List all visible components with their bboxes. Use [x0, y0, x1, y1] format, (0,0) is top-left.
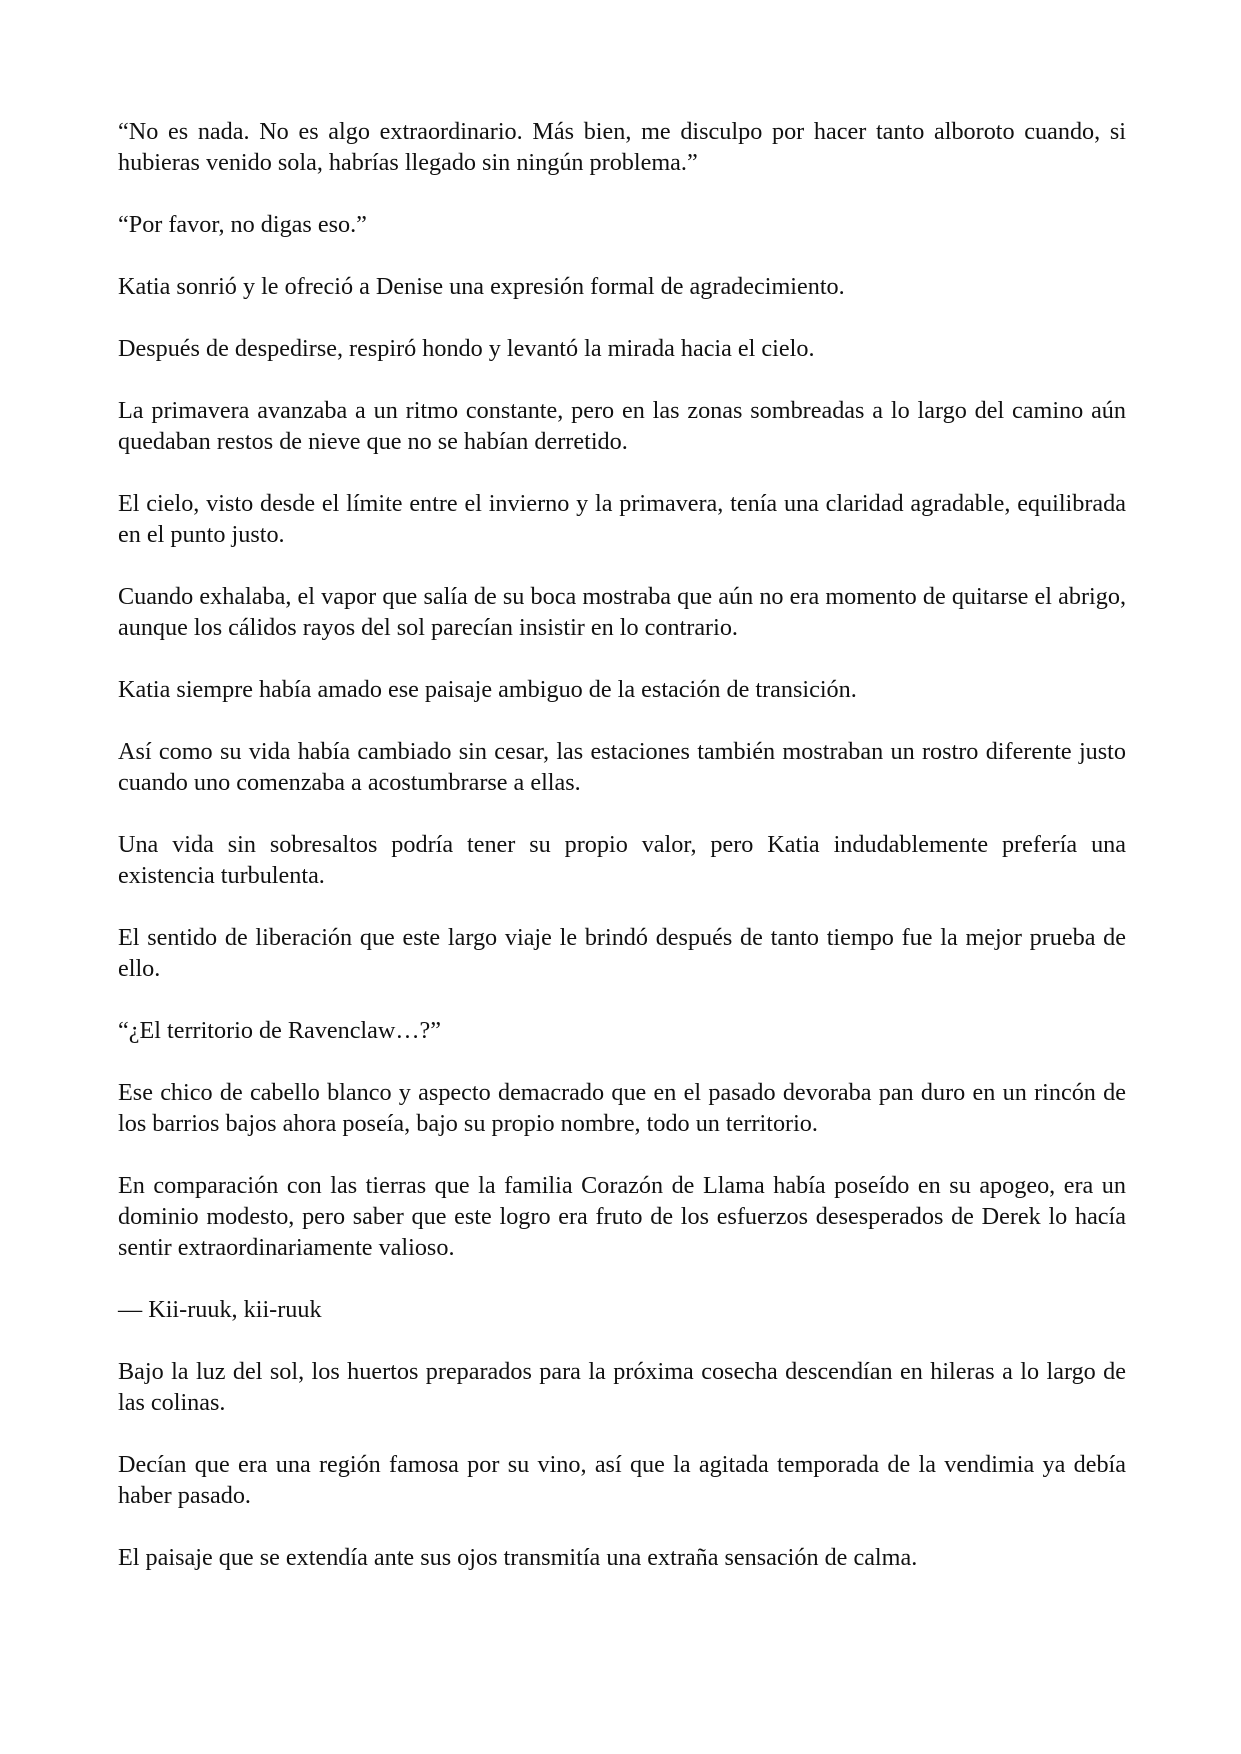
paragraph: La primavera avanzaba a un ritmo constante, pero en las zonas sombreadas a lo largo del camino aún quedaban restos de nieve que no se habían derretido.: [118, 397, 1126, 455]
paragraph: “¿El territorio de Ravenclaw…?”: [118, 1017, 442, 1044]
paragraph: Bajo la luz del sol, los huertos preparados para la próxima cosecha descendían en hileras a lo largo de las colinas.: [118, 1358, 1126, 1416]
paragraph: Después de despedirse, respiró hondo y levantó la mirada hacia el cielo.: [118, 335, 815, 362]
paragraph: Katia sonrió y le ofreció a Denise una expresión formal de agradecimiento.: [118, 273, 845, 300]
paragraph: Ese chico de cabello blanco y aspecto demacrado que en el pasado devoraba pan duro en un rincón de los barrios bajos ahora poseía, bajo su propio nombre, todo un territorio.: [118, 1079, 1126, 1137]
paragraph: Una vida sin sobresaltos podría tener su propio valor, pero Katia indudablemente prefería una existencia turbulenta.: [118, 831, 1126, 889]
paragraph: El paisaje que se extendía ante sus ojos transmitía una extraña sensación de calma.: [118, 1544, 918, 1571]
paragraph: “No es nada. No es algo extraordinario. Más bien, me disculpo por hacer tanto alboroto cuando, si hubieras venido sola, habrías llegado sin ningún problema.”: [118, 118, 1126, 176]
paragraph: Cuando exhalaba, el vapor que salía de su boca mostraba que aún no era momento de quitarse el abrigo, aunque los cálidos rayos del sol parecían insistir en lo contrario.: [118, 583, 1126, 641]
document-page: [118, 116, 1126, 1604]
paragraph: Así como su vida había cambiado sin cesar, las estaciones también mostraban un rostro diferente justo cuando uno comenzaba a acostumbrarse a ellas.: [118, 738, 1126, 796]
paragraph: — Kii-ruuk, kii-ruuk: [118, 1296, 322, 1323]
paragraph: “Por favor, no digas eso.”: [118, 211, 367, 238]
paragraph: Decían que era una región famosa por su vino, así que la agitada temporada de la vendimia ya debía haber pasado.: [118, 1451, 1126, 1509]
paragraph: El cielo, visto desde el límite entre el invierno y la primavera, tenía una claridad agradable, equilibrada en el punto justo.: [118, 490, 1126, 548]
paragraph: Katia siempre había amado ese paisaje ambiguo de la estación de transición.: [118, 676, 857, 703]
paragraph: El sentido de liberación que este largo viaje le brindó después de tanto tiempo fue la mejor prueba de ello.: [118, 924, 1126, 982]
paragraph: En comparación con las tierras que la familia Corazón de Llama había poseído en su apogeo, era un dominio modesto, pero saber que este logro era fruto de los esfuerzos desesperados de Derek lo hacía sentir extraordinariamente valioso.: [118, 1172, 1126, 1261]
